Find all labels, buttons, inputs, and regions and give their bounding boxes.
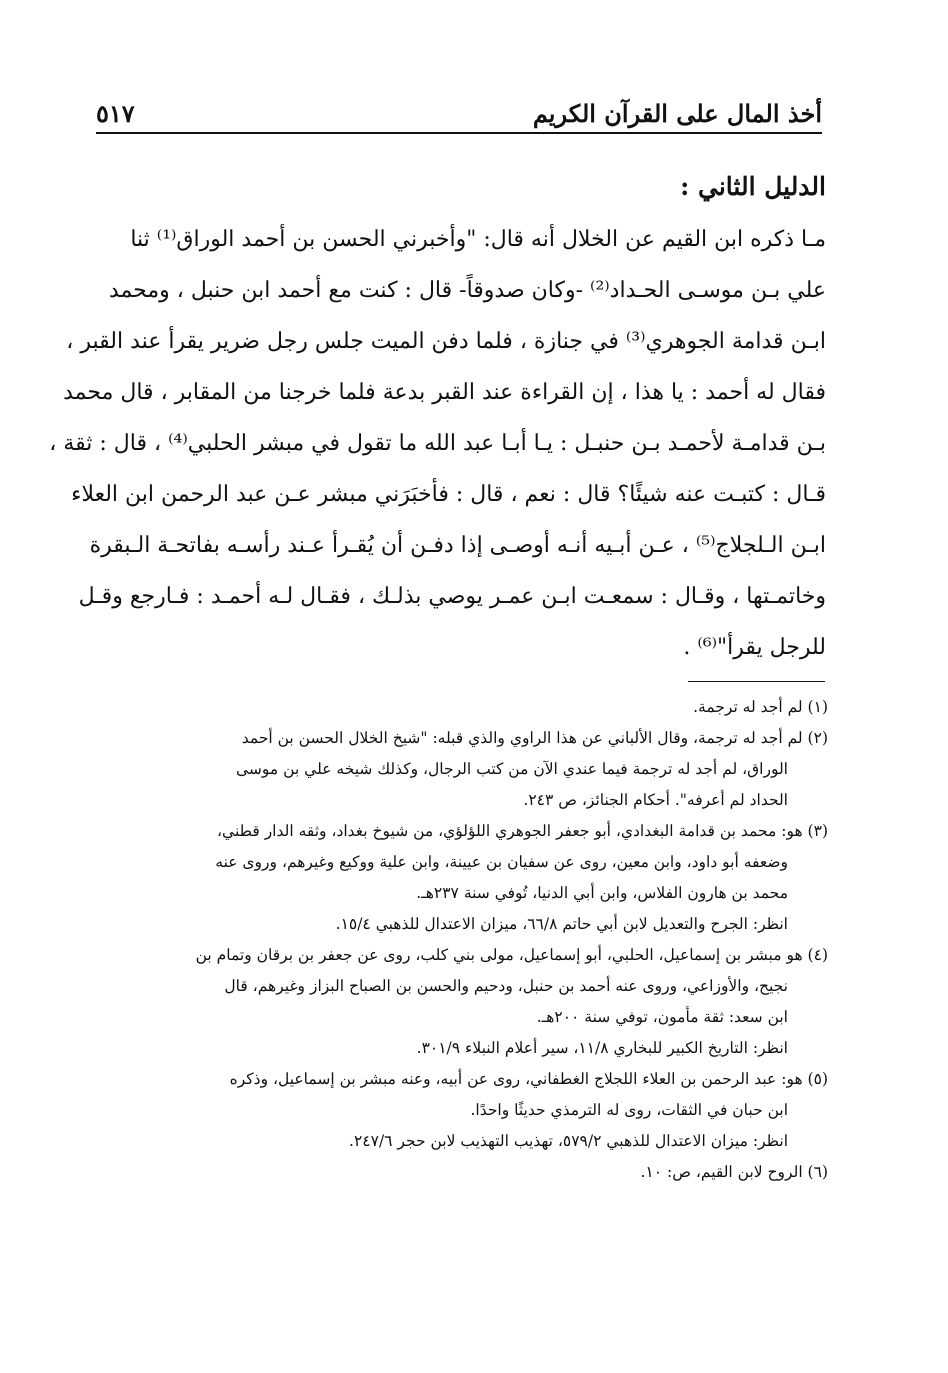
- footnotes: [98, 692, 828, 1188]
- page-number: ٥١٧: [96, 99, 135, 128]
- text-line: مـا ذكره ابن القيم عن الخلال أنه قال: "وأخبرني الحسن بن أحمد الوراق⁽¹⁾ ثنا: [130, 227, 826, 252]
- main-text: [49, 166, 826, 673]
- text-line: ابـن قدامة الجوهري⁽³⁾ في جنازة ، فلما دفن الميت جلس رجل ضرير يقرأ عند القبر ،: [66, 329, 826, 354]
- text-line: قـال : كتبـت عنه شيئًا؟ قال : نعم ، قال : فأخبَرَني مبشر عـن عبد الرحمن ابن العلاء: [71, 482, 826, 507]
- section-heading: الدليل الثاني :: [680, 172, 826, 201]
- footnote-line: (١) لم أجد له ترجمة.: [693, 698, 828, 716]
- footnote-line: محمد بن هارون الفلاس، وابن أبي الدنيا، تُوفي سنة ٢٣٧هـ.: [416, 884, 788, 902]
- footnote-line: نجيح، والأوزاعي، وروى عنه أحمد بن حنبل، ودحيم والحسن بن الصباح البزاز وغيرهم، قال: [224, 977, 788, 995]
- text-line: وخاتمـتها ، وقـال : سمعـت ابـن عمـر يوصي بذلـك ، فقـال لـه أحمـد : فـارجع وقـل: [78, 584, 826, 609]
- footnote-line: الوراق، لم أجد له ترجمة فيما عندي الآن من كتب الرجال، وكذلك شيخه علي بن موسى: [236, 760, 788, 778]
- footnote-line: الحداد لم أعرفه". أحكام الجنائز، ص ٢٤٣.: [523, 791, 788, 809]
- text-line: علي بـن موسـى الحـداد⁽²⁾ -وكان صدوقاً- قال : كنت مع أحمد ابن حنبل ، ومحمد: [108, 278, 826, 303]
- footnote-line: (٥) هو: عبد الرحمن بن العلاء اللجلاج الغطفاني، روى عن أبيه، وعنه مبشر بن إسماعيل، وذكره: [229, 1070, 828, 1088]
- text-line: للرجل يقرأ"⁽⁶⁾ .: [683, 635, 826, 660]
- text-line: فقال له أحمد : يا هذا ، إن القراءة عند القبر بدعة فلما خرجنا من المقابر ، قال محمد: [63, 380, 826, 405]
- footnote-line: (٤) هو مبشر بن إسماعيل، الحلبي، أبو إسماعيل، مولى بني كلب، روى عن جعفر بن برقان وتمام بن: [195, 946, 828, 964]
- footnote-line: (٣) هو: محمد بن قدامة البغدادي، أبو جعفر الجوهري اللؤلؤي، من شيوخ بغداد، وثقه الدار قطني،: [217, 822, 828, 840]
- footnote-line: ابن سعد: ثقة مأمون، توفي سنة ٢٠٠هـ.: [536, 1008, 788, 1026]
- footnote-line: (٢) لم أجد له ترجمة، وقال الألباني عن هذا الراوي والذي قبله: "شيخ الخلال الحسن بن أحمد: [241, 729, 828, 747]
- running-title: أخذ المال على القرآن الكريم: [532, 99, 822, 128]
- footnote-separator: [688, 681, 825, 682]
- footnote-reference: انظر: ميزان الاعتدال للذهبي ٥٧٩/٢، تهذيب التهذيب لابن حجر ٢٤٧/٦.: [349, 1132, 788, 1150]
- page-header: [96, 86, 822, 134]
- footnote-reference: انظر: التاريخ الكبير للبخاري ١١/٨، سير أعلام النبلاء ٣٠١/٩.: [416, 1039, 788, 1057]
- footnote-reference: انظر: الجرح والتعديل لابن أبي حاتم ٦٦/٨، ميزان الاعتدال للذهبي ١٥/٤.: [335, 915, 788, 933]
- footnote-line: (٦) الروح لابن القيم، ص: ١٠.: [640, 1163, 828, 1181]
- text-line: ابـن الـلجلاج⁽⁵⁾ ، عـن أبـيه أنـه أوصـى إذا دفـن أن يُقـرأ عـند رأسـه بفاتحـة الـبقرة: [89, 533, 826, 558]
- footnote-line: ابن حبان في الثقات، روى له الترمذي حديثًا واحدًا.: [470, 1101, 788, 1119]
- footnote-line: وضعفه أبو داود، وابن معين، روى عن سفيان بن عيينة، وابن علية ووكيع وغيرهم، وروى عنه: [215, 853, 788, 871]
- text-line: بـن قدامـة لأحمـد بـن حنبـل : يـا أبـا عبد الله ما تقول في مبشر الحلبي⁽⁴⁾ ، قال : ثقة ،: [49, 431, 826, 456]
